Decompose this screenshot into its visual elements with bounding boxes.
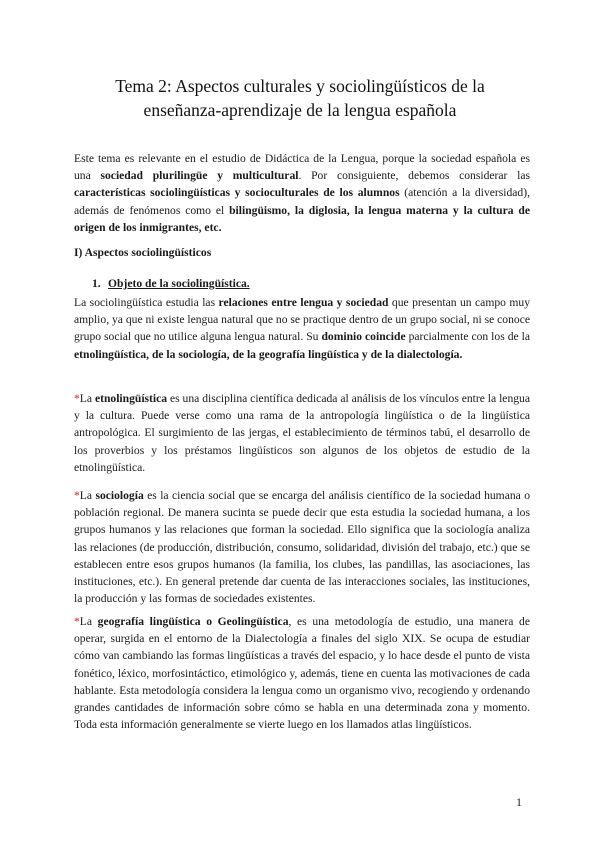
intro-bold-2: características sociolingüísticas y socioculturales de los alumnos [74,186,400,200]
sociolinguistics-paragraph [74,294,530,363]
title-line-1: Tema 2: Aspectos culturales y sociolingüísticos de la [115,76,485,96]
socio-text-2: que presentan un campo muy amplio, ya que ni existe lengua natural que no se practique dentro de un grupo social, ni se conoce grupo social que no utilice alguna lengua natural. Su [74,296,531,344]
red-asterisk: * [74,489,80,502]
intro-bold-3: bilingüismo, la diglosia, la lengua materna y la cultura de origen de los inmigrantes, etc. [74,203,530,234]
red-asterisk: * [74,615,80,628]
socio-bold-2: dominio coincide [321,330,406,344]
document-title [60,74,540,122]
title-line-2: enseñanza-aprendizaje de la lengua española [143,100,457,120]
red-asterisk: * [74,392,80,405]
etno-text-2: es una disciplina científica dedicada al análisis de los vínculos entre la lengua y la cultura. Puede verse como una rama de la antropología lingüística o de la lingüística antropológica. El surgimiento de las jergas, el establecimiento de términos tabú, el desarrollo de los proverbios y los préstamos lingüísticos son algunos de los objetos de estudio de la etnolingüística. [74,392,530,474]
subsection-heading [92,277,250,290]
etno-bold-1: etnolingüística [94,392,168,405]
geo-bold-1: geografía lingüística o Geolingüística [97,615,289,628]
geolinguistics-paragraph [74,613,530,733]
socio-text-1: La sociolingüística estudia las [74,296,219,309]
intro-bold-1: sociedad plurilingüe y multicultural [100,169,299,183]
sociology-paragraph [74,487,530,607]
sociologia-text-2: es la ciencia social que se encarga del análisis científico de la sociedad humana o población regional. De manera sucinta se puede decir que esta estudia la sociedad humana, a los grupos humanos y las relaciones que forman la sociedad. Ello significa que la sociología analiza las relaciones (de producción, distribución, consumo, solidaridad, división del trabajo, etc.) que se establecen entre esos grupos humanos (la familia, los clubes, las pandillas, las asociaciones, las instituciones, etc.). En general pretende dar cuenta de las interacciones sociales, las instituciones, la producción y las formas de sociedades existentes. [74,489,530,606]
section-heading: I) Aspectos sociolingüísticos [74,246,212,259]
intro-text-1: Este tema es relevante en el estudio de Didáctica de la Lengua, porque la sociedad española es una [74,152,530,183]
ethnolinguistics-paragraph [74,390,530,476]
socio-bold-1: relaciones entre lengua y sociedad [218,296,389,309]
socio-text-3: parcialmente con los de la [405,330,531,344]
intro-text-3: (atención a la diversidad), además de fenómenos como el [74,186,530,217]
geo-text-2: , es una metodología de estudio, una manera de operar, surgida en el entorno de la Dialectología a finales del siglo XIX. Se ocupa de estudiar cómo van cambiando las formas lingüísticas a través del espacio, y lo hace desde el punto de vista fonético, léxico, morfosintáctico, etimológico y, además, tiene en cuenta las motivaciones de cada hablante. Esta metodología considera la lengua como un organismo vivo, recogiendo y ordenando grandes cantidades de información sobre cómo se habla en una determinada zona y momento. Toda esta información generalmente se vierte luego en los llamados atlas lingüísticos. [74,615,530,732]
page-number: 1 [516,795,522,809]
socio-bold-3: etnolingüística, de la sociología, de la geografía lingüística y de la dialectología. [74,347,463,361]
sociologia-bold-1: sociología [95,489,144,502]
subsection-title: Objeto de la sociolingüística. [108,277,250,290]
etno-text-1: La [79,392,95,405]
geo-text-1: La [79,615,98,628]
sociologia-text-1: La [79,489,96,502]
subsection-number: 1. [92,277,101,290]
intro-paragraph [74,150,530,236]
intro-text-2: . Por consiguiente, debemos considerar las [298,169,531,183]
